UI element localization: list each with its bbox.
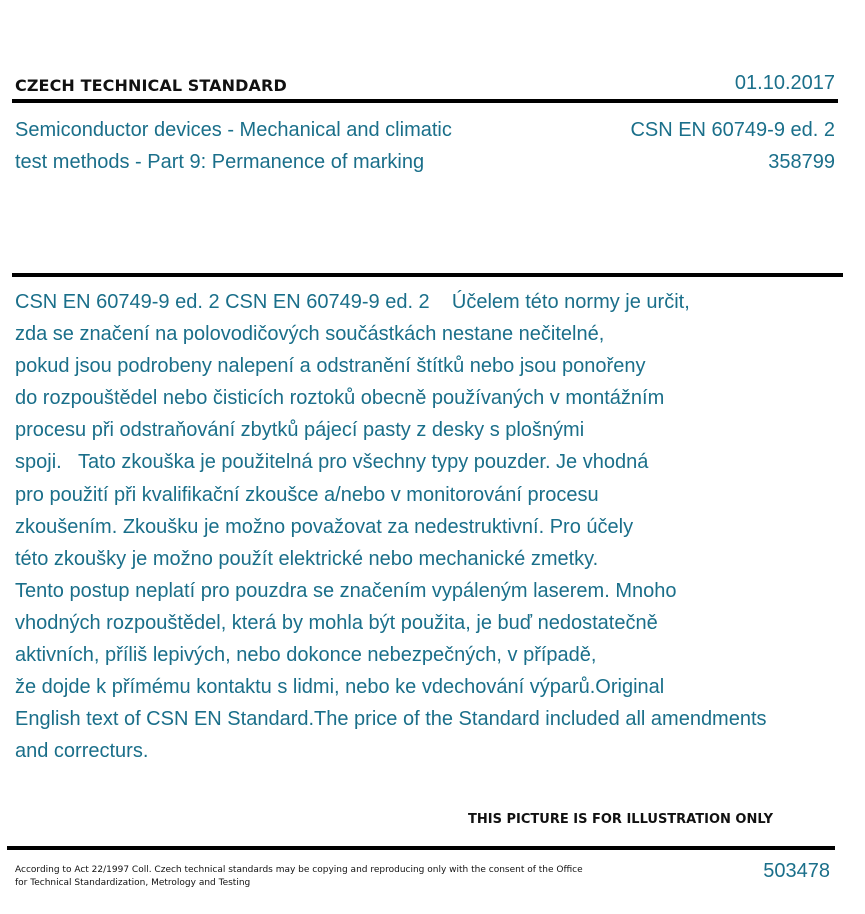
copyright-line: for Technical Standardization, Metrology and Testing [15,878,251,888]
standard-code: CSN EN 60749-9 ed. 2 [630,119,835,141]
abstract-line: pro použití při kvalifikační zkoušce a/nebo v monitorování procesu [15,483,599,506]
copyright-line: According to Act 22/1997 Coll. Czech technical standards may be copying and reproducing only with the consent of the Office [15,865,583,875]
standard-number: 358799 [768,151,835,173]
abstract-text [15,286,835,767]
document-code: 503478 [763,860,830,882]
copyright-notice [15,864,615,890]
abstract-line: zda se značení na polovodičových součástkách nestane nečitelné, [15,323,605,346]
abstract-line: aktivních, příliš lepivých, nebo dokonce nebezpečných, v případě, [15,644,597,667]
abstract-line: English text of CSN EN Standard.The price of the Standard included all amendments [15,708,767,731]
abstract-line: CSN EN 60749-9 ed. 2 CSN EN 60749-9 ed. 2 Účelem této normy je určit, [15,291,690,313]
bottom-divider [7,846,835,850]
abstract-line: pokud jsou podrobeny nalepení a odstranění štítků nebo jsou ponořeny [15,355,646,378]
abstract-line: and correcturs. [15,740,149,763]
abstract-line: Tento postup neplatí pro pouzdra se značením vypáleným laserem. Mnoho [15,579,677,602]
title-line: Semiconductor devices - Mechanical and climatic [15,119,452,141]
standard-identifier [535,114,835,178]
document-type-label: CZECH TECHNICAL STANDARD [15,76,287,95]
abstract-line: spoji. Tato zkouška je použitelná pro všechny typy pouzder. Je vhodná [15,451,649,474]
publication-date: 01.10.2017 [734,72,835,94]
middle-divider [12,273,843,277]
abstract-line: vhodných rozpouštědel, která by mohla být použita, je buď nedostatečně [15,611,658,634]
abstract-line: procesu při odstraňování zbytků pájecí pasty z desky s plošnými [15,419,585,442]
abstract-line: této zkoušky je možno použít elektrické nebo mechanické zmetky. [15,547,599,570]
abstract-line: že dojde k přímému kontaktu s lidmi, nebo ke vdechování výparů.Original [15,676,665,699]
title-line: test methods - Part 9: Permanence of marking [15,151,425,173]
standard-title [15,114,535,178]
illustration-disclaimer: THIS PICTURE IS FOR ILLUSTRATION ONLY [468,812,773,827]
abstract-line: zkoušením. Zkoušku je možno považovat za nedestruktivní. Pro účely [15,515,634,538]
abstract-line: do rozpouštědel nebo čisticích roztoků obecně používaných v montážním [15,387,665,410]
top-divider [12,99,838,103]
